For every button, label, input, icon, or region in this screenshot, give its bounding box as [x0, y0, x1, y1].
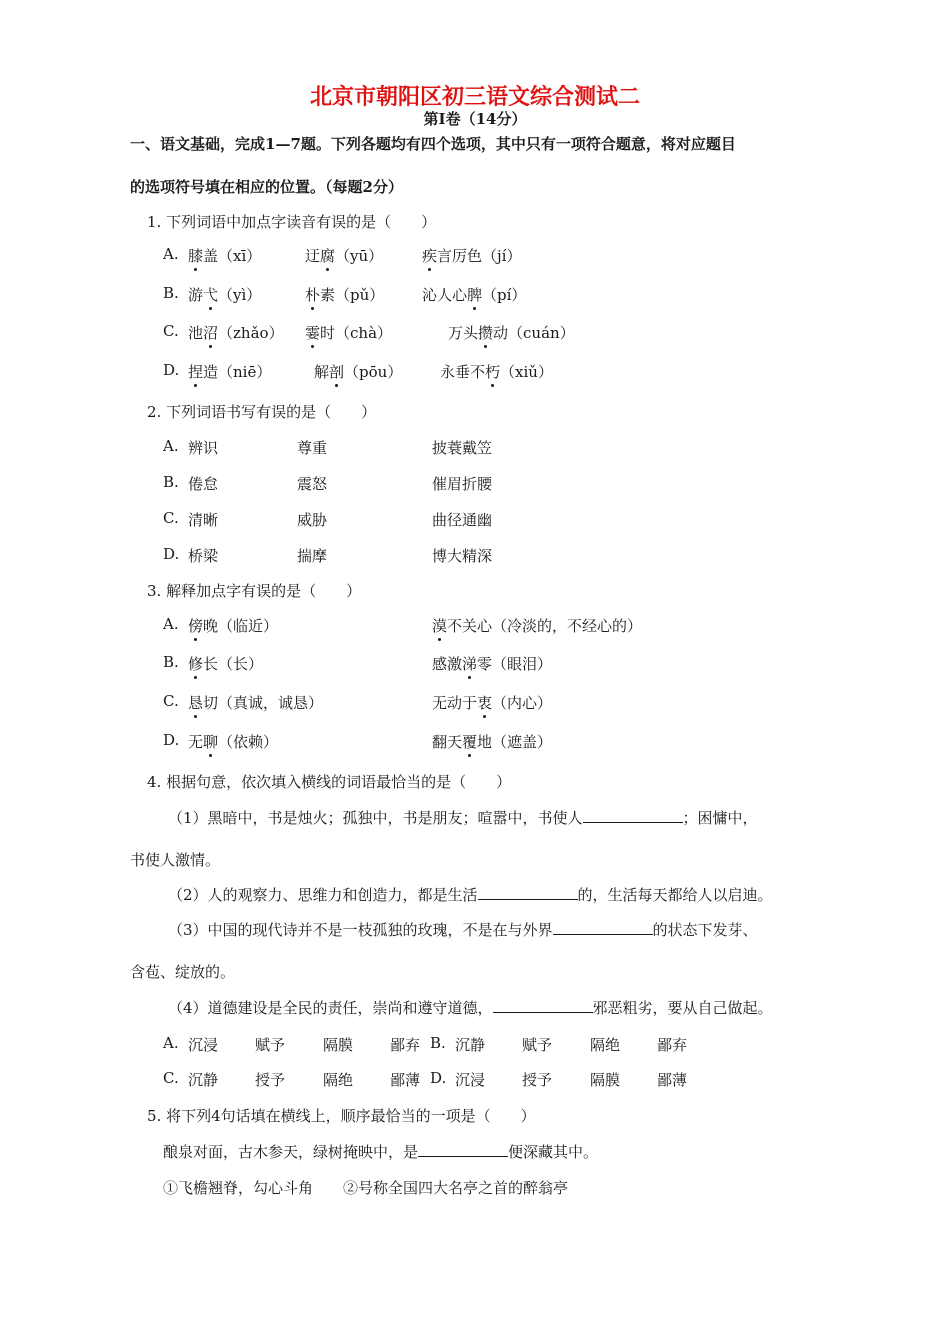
q3-option-left-dotted-char: 聊: [203, 733, 219, 751]
q1-option-item-post: 盖（xī）: [203, 247, 262, 265]
q3-option-right-pre: 无动于: [432, 694, 478, 712]
q3-option-left: [188, 615, 278, 636]
q2-option-label: A.: [163, 437, 179, 455]
q2-option-label: C.: [163, 509, 179, 527]
q3-option-right-dotted-char: 涕: [462, 655, 478, 673]
q4-option-word: 授予: [522, 1071, 553, 1089]
q1-option-item: [422, 245, 521, 266]
q1-option-item-dotted-char: 弋: [203, 286, 219, 304]
q1-option-item: [188, 322, 284, 343]
q1-option-item-post: （yū）: [335, 247, 384, 265]
q3-option-left-post: 长（长）: [203, 655, 264, 673]
q4-sentence-1: （1）黑暗中，书是烛火；孤独中，书是朋友；喧嚣中，书使人 ；困慵中，: [168, 809, 758, 827]
q1-option-item-dotted-char: 沼: [203, 324, 219, 342]
q4-option-word: 鄙薄: [390, 1071, 421, 1089]
q1-option-item: [188, 361, 271, 382]
q1-option-item-post: 言厉色（jí）: [437, 247, 522, 265]
q3-option-label: A.: [163, 615, 179, 633]
q3-option-right-pre: 翻天: [432, 733, 463, 751]
q2-option-word: 倦怠: [188, 475, 219, 493]
q1-option-item-dotted-char: 朽: [485, 363, 501, 381]
q3-option-right-post: （内心）: [492, 694, 553, 712]
q1-option-item-post: （yì）: [218, 286, 262, 304]
q4-option-word: 沉浸: [188, 1036, 219, 1054]
q1-option-item-pre: 沁人心: [422, 286, 468, 304]
q2-option-word: 桥梁: [188, 547, 219, 565]
q2-option-word: 揣摩: [297, 547, 328, 565]
q4-option-word: 鄙弃: [390, 1036, 421, 1054]
q1-option-label: B.: [163, 284, 179, 302]
section-instructions-line2: 的选项符号填在相应的位置。（每题2分）: [130, 178, 403, 196]
q3-option-left-dotted-char: 修: [188, 655, 204, 673]
q3-option-right: [432, 653, 552, 674]
q4-stem: 4. 根据句意，依次填入横线的词语最恰当的是（ ）: [147, 773, 512, 791]
q1-option-label: C.: [163, 322, 179, 340]
section-instructions-line1: 一、语文基础，完成1—7题。下列各题均有四个选项，其中只有一项符合题意，将对应题目: [130, 135, 736, 153]
q1-option-item-post: （pōu）: [344, 363, 403, 381]
q5-passage: 酿泉对面，古木参天，绿树掩映中，是 便深藏其中。: [163, 1143, 599, 1161]
q3-option-label: B.: [163, 653, 179, 671]
q2-option-word: 尊重: [297, 439, 328, 457]
q1-option-label: A.: [163, 245, 179, 263]
q5-blank[interactable]: [418, 1142, 508, 1157]
q4-sentence-3: （3）中国的现代诗并不是一枝孤独的玫瑰，不是在与外界 的状态下发芽、: [168, 921, 758, 939]
q4-sentence-1-cont: 书使人激情。: [130, 851, 221, 869]
q1-option-item: [305, 284, 384, 305]
q3-option-right-dotted-char: 覆: [462, 733, 478, 751]
q1-option-item-post: （zhǎo）: [218, 324, 284, 342]
q5-stem: 5. 将下列4句话填在横线上，顺序最恰当的一项是（ ）: [147, 1107, 536, 1125]
q3-option-right-post: 地（遮盖）: [477, 733, 553, 751]
q3-stem: 3. 解释加点字有误的是（ ）: [147, 582, 362, 600]
q3-option-left-dotted-char: 傍: [188, 617, 204, 635]
q3-option-right: [432, 692, 552, 713]
q4-sentence-2: （2）人的观察力、思维力和创造力，都是生活 的，生活每天都给人以启迪。: [168, 886, 773, 904]
q3-option-right-dotted-char: 衷: [477, 694, 493, 712]
q4-option-word: 隔绝: [323, 1071, 354, 1089]
q1-option-item-post: 素（pǔ）: [320, 286, 385, 304]
q1-option-item-pre: 池: [188, 324, 204, 342]
q3-option-label: D.: [163, 731, 180, 749]
q1-option-label: D.: [163, 361, 180, 379]
q4-sentence-3-cont: 含苞、绽放的。: [130, 963, 236, 981]
q4-option-word: 鄙弃: [657, 1036, 688, 1054]
q4-blank-3[interactable]: [553, 920, 653, 935]
q1-option-item: [440, 361, 553, 382]
q4-option-label: C.: [163, 1069, 179, 1087]
q4-option-label: B.: [430, 1034, 446, 1052]
q1-option-item-post: （xiǔ）: [500, 363, 553, 381]
q2-option-word: 博大精深: [432, 547, 493, 565]
q5-items: ①飞檐翘脊，勾心斗角 ②号称全国四大名亭之首的醉翁亭: [163, 1179, 569, 1197]
q4-option-word: 赋予: [522, 1036, 553, 1054]
q1-option-item-dotted-char: 膝: [188, 247, 204, 265]
q3-option-label: C.: [163, 692, 179, 710]
q4-option-word: 授予: [255, 1071, 286, 1089]
q3-option-right: [432, 615, 642, 636]
q1-option-item-dotted-char: 剖: [329, 363, 345, 381]
q1-stem: 1. 下列词语中加点字读音有误的是（ ）: [147, 213, 437, 231]
q1-option-item: [188, 284, 261, 305]
q1-option-item: [314, 361, 402, 382]
q4-option-label: A.: [163, 1034, 179, 1052]
q1-option-item: [305, 322, 392, 343]
q4-blank-1[interactable]: [583, 808, 683, 823]
q1-option-item-pre: 解: [314, 363, 330, 381]
q4-option-word: 隔绝: [590, 1036, 621, 1054]
q1-option-item-dotted-char: 捏: [188, 363, 204, 381]
q2-stem: 2. 下列词语书写有误的是（ ）: [147, 403, 377, 421]
q3-option-left-dotted-char: 恳: [188, 694, 204, 712]
q2-option-word: 辨识: [188, 439, 219, 457]
q1-option-item-pre: 迂: [305, 247, 321, 265]
q2-option-label: D.: [163, 545, 180, 563]
q2-option-word: 震怒: [297, 475, 328, 493]
q1-option-item-dotted-char: 脾: [467, 286, 483, 304]
q3-option-right-pre: 感激: [432, 655, 463, 673]
q3-option-left: [188, 731, 278, 752]
q3-option-right-post: 不关心（冷淡的，不经心的）: [447, 617, 643, 635]
q1-option-item-pre: 游: [188, 286, 204, 304]
q4-option-label: D.: [430, 1069, 447, 1087]
q3-option-left-post: 切（真诚，诚恳）: [203, 694, 324, 712]
q3-option-left: [188, 692, 323, 713]
q2-option-word: 催眉折腰: [432, 475, 493, 493]
q1-option-item-dotted-char: 攒: [478, 324, 494, 342]
q1-option-item: [305, 245, 383, 266]
q1-option-item-post: （pí）: [482, 286, 527, 304]
q3-option-left-post: 晚（临近）: [203, 617, 279, 635]
q4-option-word: 沉浸: [455, 1071, 486, 1089]
q4-option-word: 沉静: [455, 1036, 486, 1054]
q1-option-item-dotted-char: 疾: [422, 247, 438, 265]
q1-option-item-post: 时（chà）: [320, 324, 393, 342]
q2-option-label: B.: [163, 473, 179, 491]
q2-option-word: 披蓑戴笠: [432, 439, 493, 457]
q4-option-word: 沉静: [188, 1071, 219, 1089]
q1-option-item: [422, 284, 526, 305]
q2-option-word: 威胁: [297, 511, 328, 529]
q3-option-right: [432, 731, 552, 752]
q1-option-item-pre: 万头: [448, 324, 479, 342]
q3-option-right-post: 零（眼泪）: [477, 655, 553, 673]
q3-option-left: [188, 653, 263, 674]
q1-option-item-pre: 永垂不: [440, 363, 486, 381]
q4-option-word: 隔膜: [590, 1071, 621, 1089]
q2-option-word: 清晰: [188, 511, 219, 529]
q3-option-left-pre: 无: [188, 733, 204, 751]
q3-option-left-post: （依赖）: [218, 733, 279, 751]
q2-option-word: 曲径通幽: [432, 511, 493, 529]
q4-blank-4[interactable]: [493, 998, 593, 1013]
q1-option-item-dotted-char: 腐: [320, 247, 336, 265]
page-title: 北京市朝阳区初三语文综合测试二: [309, 85, 640, 110]
q4-sentence-4: （4）道德建设是全民的责任，崇尚和遵守道德， 邪恶粗劣，要从自己做起。: [168, 999, 773, 1017]
q1-option-item-dotted-char: 霎: [305, 324, 321, 342]
q4-option-word: 赋予: [255, 1036, 286, 1054]
q4-option-word: 隔膜: [323, 1036, 354, 1054]
q4-option-word: 鄙薄: [657, 1071, 688, 1089]
q3-option-right-dotted-char: 漠: [432, 617, 448, 635]
q1-option-item-post: 造（niē）: [203, 363, 272, 381]
q1-option-item: [448, 322, 575, 343]
q1-option-item: [188, 245, 261, 266]
page-subtitle: 第I卷（14分）: [423, 110, 527, 128]
q1-option-item-post: 动（cuán）: [493, 324, 575, 342]
q1-option-item-dotted-char: 朴: [305, 286, 321, 304]
q4-blank-2[interactable]: [478, 885, 578, 900]
